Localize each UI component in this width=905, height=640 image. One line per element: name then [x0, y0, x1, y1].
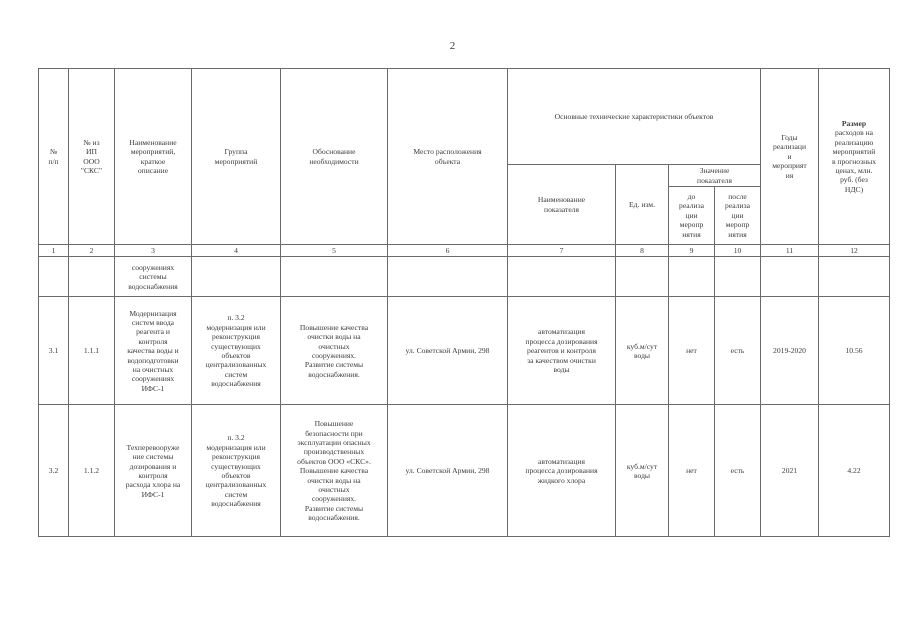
row-justification: Повышение безопасности при эксплуатации опасных производственных объектов ООО «СКС». Повышение качества очистки воды на очистных сооружениях. Развитие системы водоснабжения.	[281, 405, 388, 537]
header-number: № п/п	[39, 69, 69, 245]
column-number-row	[39, 245, 890, 257]
column-number: 7	[508, 245, 616, 257]
row-number: 3.1	[39, 297, 69, 405]
investment-program-table	[38, 68, 890, 537]
header-indicator-name: Наименование показателя	[508, 165, 616, 245]
row-after: есть	[715, 405, 761, 537]
row-years: 2021	[761, 405, 819, 537]
row-indicator: автоматизация процесса дозирования реагентов и контроля за качеством очистки воды	[508, 297, 616, 405]
table-row	[39, 297, 890, 405]
row-years: 2019-2020	[761, 297, 819, 405]
row-measure-name: Техперевооруже ние системы дозирования и контроля расхода хлора на ИФС-1	[115, 405, 192, 537]
column-number: 2	[69, 245, 115, 257]
row-unit: куб.м/сут воды	[616, 297, 669, 405]
row-after: есть	[715, 297, 761, 405]
row-before: нет	[669, 297, 715, 405]
header-years: Годы реализаци и мероприят ия	[761, 69, 819, 245]
header-measure-group: Группа мероприятий	[192, 69, 281, 245]
header-after: после реализа ции меропр иятия	[715, 187, 761, 245]
column-number: 5	[281, 245, 388, 257]
header-ip-number: № из ИП ООО "СКС"	[69, 69, 115, 245]
header-technical-characteristics: Основные технические характеристики объектов	[508, 69, 761, 165]
row-measure-name: Модернизация систем ввода реагента и контроля качества воды и водоподготовки на очистных сооружениях ИФС-1	[115, 297, 192, 405]
row-location: ул. Советской Армии, 298	[388, 297, 508, 405]
header-justification: Обоснование необходимости	[281, 69, 388, 245]
row-unit: куб.м/сут воды	[616, 405, 669, 537]
column-number: 6	[388, 245, 508, 257]
row-ip-number: 1.1.1	[69, 297, 115, 405]
header-location: Место расположения объекта	[388, 69, 508, 245]
column-number: 12	[819, 245, 890, 257]
row-justification: Повышение качества очистки воды на очистных сооружениях. Развитие системы водоснабжения.	[281, 297, 388, 405]
table-row	[39, 405, 890, 537]
row-number: 3.2	[39, 405, 69, 537]
column-number: 4	[192, 245, 281, 257]
page-number: 2	[449, 40, 456, 52]
column-number: 9	[669, 245, 715, 257]
row-measure-group: п. 3.2 модернизация или реконструкция существующих объектов централизованных систем водоснабжения	[192, 297, 281, 405]
row-cost: 10.56	[819, 297, 890, 405]
column-number: 11	[761, 245, 819, 257]
header-value: Значение показателя	[669, 165, 761, 187]
row-ip-number: 1.1.2	[69, 405, 115, 537]
column-number: 8	[616, 245, 669, 257]
row-indicator: автоматизация процесса дозирования жидкого хлора	[508, 405, 616, 537]
row-before: нет	[669, 405, 715, 537]
header-before: до реализа ции меропр иятия	[669, 187, 715, 245]
row-measure-group: п. 3.2 модернизация или реконструкция существующих объектов централизованных систем водоснабжения	[192, 405, 281, 537]
header-measure-name: Наименование мероприятий, краткое описание	[115, 69, 192, 245]
column-number: 10	[715, 245, 761, 257]
row-location: ул. Советской Армии, 298	[388, 405, 508, 537]
row-cost: 4.22	[819, 405, 890, 537]
header-unit: Ед. изм.	[616, 165, 669, 245]
header-cost: Размер расходов на реализацию мероприятий в прогнозных ценах, млн. руб. (без НДС)	[819, 69, 890, 245]
continuation-row	[39, 257, 890, 297]
column-number: 3	[115, 245, 192, 257]
continuation-text: сооружениях системы водоснабжения	[115, 257, 192, 297]
column-number: 1	[39, 245, 69, 257]
